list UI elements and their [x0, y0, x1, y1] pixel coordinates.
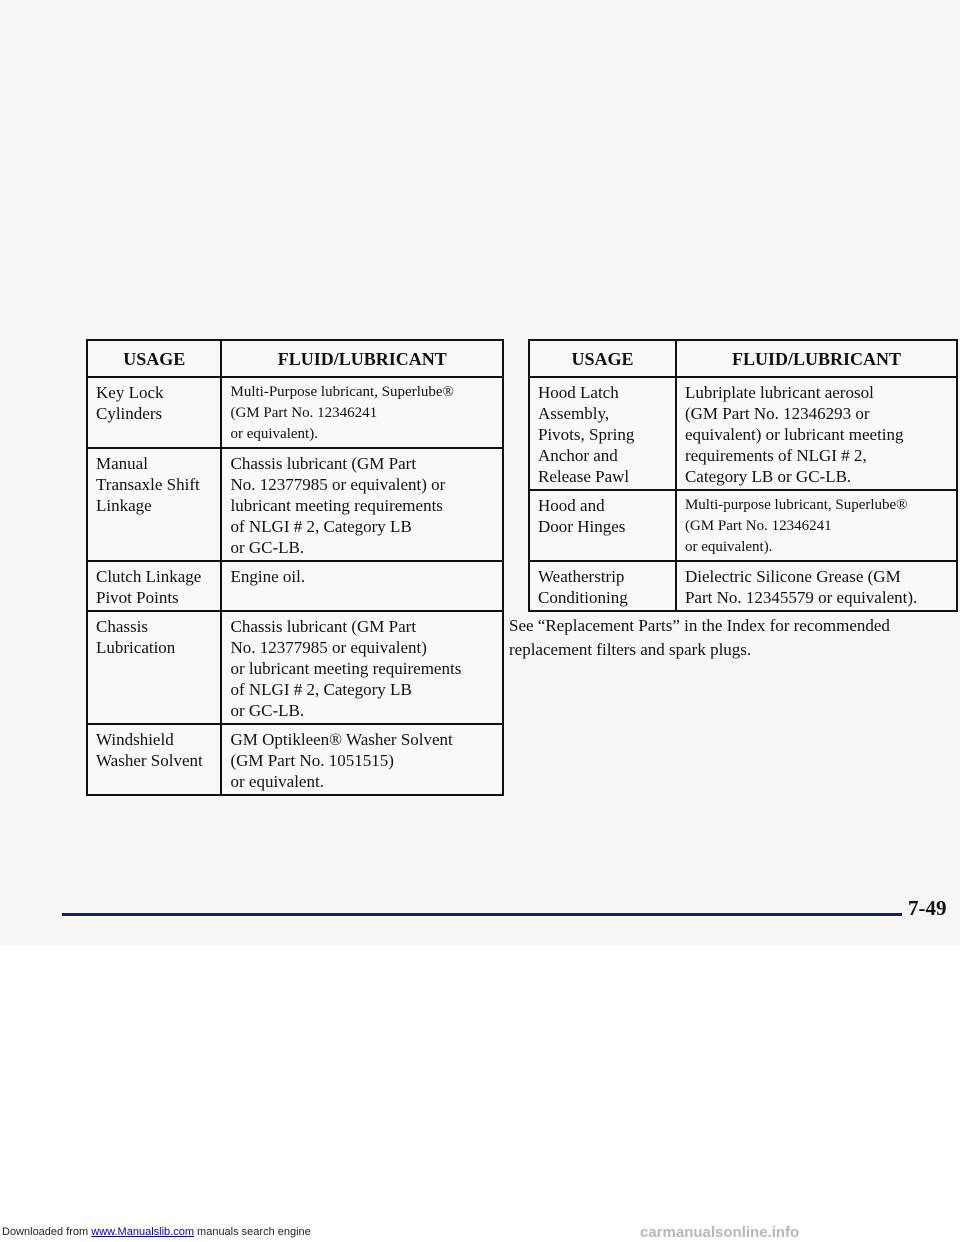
fluid-line: Lubriplate lubricant aerosol: [684, 383, 874, 402]
replacement-parts-note: [509, 614, 954, 662]
fluid-line: Multi-Purpose lubricant, Superlube®: [230, 384, 454, 400]
fluid-line: Dielectric Silicone Grease (GM: [684, 567, 901, 586]
usage-line: Conditioning: [538, 588, 628, 607]
table-row: [87, 611, 503, 724]
fluid-lubricant-cell: [221, 448, 503, 561]
fluid-lubricant-cell: [221, 561, 503, 611]
header-usage: USAGE: [87, 340, 221, 377]
table-row: [529, 490, 957, 561]
fluid-line: No. 12377985 or equivalent) or: [230, 475, 446, 494]
fluid-line: GM Optikleen® Washer Solvent: [230, 730, 453, 749]
usage-cell: [87, 611, 221, 724]
fluid-line: Chassis lubricant (GM Part: [230, 617, 417, 636]
fluid-lubricant-cell: [676, 490, 957, 561]
fluid-line: or lubricant meeting requirements: [230, 659, 462, 678]
usage-line: Lubrication: [96, 638, 176, 657]
fluid-line: or GC-LB.: [230, 538, 305, 557]
manualslib-link[interactable]: www.Manualslib.com: [91, 1226, 194, 1238]
fluid-line: of NLGI # 2, Category LB: [230, 517, 412, 536]
fluid-lubricant-cell: [676, 377, 957, 490]
usage-cell: [87, 561, 221, 611]
usage-line: Windshield: [96, 730, 174, 749]
fluid-line: lubricant meeting requirements: [230, 496, 443, 515]
table-header-row: [87, 340, 503, 377]
table-row: [87, 377, 503, 448]
note-line: replacement filters and spark plugs.: [509, 640, 752, 659]
fluid-lubricant-cell: [221, 377, 503, 448]
fluid-line: or equivalent.: [230, 772, 324, 791]
usage-line: Door Hinges: [538, 517, 626, 536]
fluid-lubricant-cell: [221, 611, 503, 724]
usage-line: Assembly,: [538, 404, 610, 423]
fluid-line: Engine oil.: [230, 567, 306, 586]
fluid-line: or equivalent).: [230, 426, 318, 442]
usage-line: Linkage: [96, 496, 152, 515]
usage-cell: [529, 490, 676, 561]
footer-suffix: manuals search engine: [193, 1226, 311, 1238]
usage-line: Pivot Points: [96, 588, 179, 607]
usage-line: Pivots, Spring: [538, 425, 635, 444]
table-row: [87, 561, 503, 611]
usage-line: Hood and: [538, 496, 605, 515]
header-fluid-lubricant: FLUID/LUBRICANT: [676, 340, 957, 377]
usage-cell: [529, 377, 676, 490]
fluid-lubricant-cell: [676, 561, 957, 611]
fluid-line: Category LB or GC-LB.: [684, 467, 852, 486]
usage-line: Washer Solvent: [96, 751, 203, 770]
table-row: [529, 377, 957, 490]
download-footer: [2, 1226, 311, 1238]
usage-line: Key Lock: [96, 383, 164, 402]
table-row: [529, 561, 957, 611]
table-row: [87, 448, 503, 561]
fluid-line: No. 12377985 or equivalent): [230, 638, 427, 657]
usage-line: Transaxle Shift: [96, 475, 200, 494]
fluid-line: (GM Part No. 12346241: [684, 518, 832, 534]
fluid-line: or GC-LB.: [230, 701, 305, 720]
usage-cell: [87, 377, 221, 448]
fluid-line: of NLGI # 2, Category LB: [230, 680, 412, 699]
table-row: [87, 724, 503, 795]
fluid-line: (GM Part No. 12346293 or: [684, 404, 870, 423]
fluid-line: equivalent) or lubricant meeting: [684, 425, 904, 444]
fluid-line: requirements of NLGI # 2,: [684, 446, 867, 465]
usage-line: Cylinders: [96, 404, 163, 423]
watermark: carmanualsonline.info: [640, 1224, 800, 1241]
fluid-line: Multi-purpose lubricant, Superlube®: [684, 497, 908, 513]
usage-cell: [87, 724, 221, 795]
fluid-line: Chassis lubricant (GM Part: [230, 454, 417, 473]
fluid-line: (GM Part No. 12346241: [230, 405, 378, 421]
header-usage: USAGE: [529, 340, 676, 377]
usage-line: Hood Latch: [538, 383, 619, 402]
fluid-line: Part No. 12345579 or equivalent).: [684, 588, 918, 607]
usage-line: Release Pawl: [538, 467, 630, 486]
fluid-line: or equivalent).: [684, 539, 773, 555]
usage-line: Weatherstrip: [538, 567, 625, 586]
note-line: See “Replacement Parts” in the Index for recommended: [509, 616, 890, 635]
table-header-row: [529, 340, 957, 377]
footer-prefix: Downloaded from: [2, 1226, 92, 1238]
lubricant-table-left: [86, 339, 504, 796]
header-fluid-lubricant: FLUID/LUBRICANT: [221, 340, 503, 377]
fluid-lubricant-cell: [221, 724, 503, 795]
footer-rule: [62, 913, 902, 916]
usage-line: Anchor and: [538, 446, 618, 465]
page-number: 7-49: [908, 896, 947, 920]
usage-line: Clutch Linkage: [96, 567, 202, 586]
lubricant-table-right: [528, 339, 958, 612]
usage-line: Chassis: [96, 617, 148, 636]
usage-cell: [529, 561, 676, 611]
usage-line: Manual: [96, 454, 148, 473]
usage-cell: [87, 448, 221, 561]
fluid-line: (GM Part No. 1051515): [230, 751, 394, 770]
